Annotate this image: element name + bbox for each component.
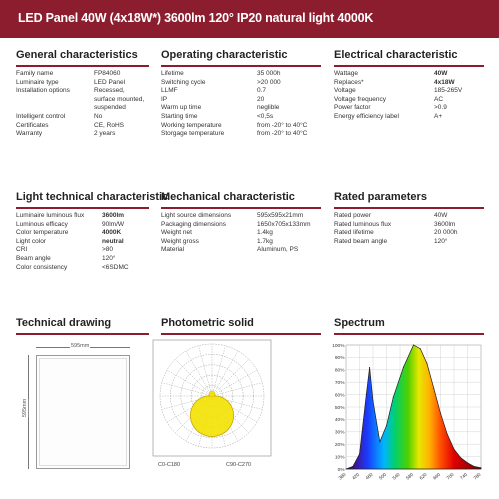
general-underline	[16, 65, 149, 67]
spectrum-underline	[334, 333, 484, 335]
spectrum-xtick: 740	[459, 471, 469, 481]
row-value: CE, RoHS	[94, 121, 124, 129]
photometric-footer-right: C90-C270	[226, 462, 252, 468]
row-value: 1.7kg	[257, 237, 273, 245]
table-row	[334, 104, 462, 113]
table-row	[334, 87, 462, 96]
spectrum-point	[460, 457, 461, 458]
mechanical-table	[161, 212, 310, 255]
row-value: 35 000h	[257, 70, 281, 77]
spectrum-point	[373, 400, 374, 401]
row-label: Working temperature	[161, 121, 222, 129]
spectrum-point	[393, 397, 394, 398]
row-label: Wattage	[334, 70, 358, 77]
spectrum-point	[427, 363, 428, 364]
table-row	[161, 113, 307, 122]
photometric-svg	[152, 338, 272, 488]
row-value: suspended	[94, 104, 126, 112]
row-label	[16, 104, 94, 113]
spectrum-xtick: 580	[405, 471, 415, 481]
row-label: Luminous efficacy	[16, 220, 68, 228]
table-row	[161, 212, 310, 221]
general-table	[16, 70, 144, 139]
spectrum-ytick: 10%	[334, 455, 345, 461]
row-value: A+	[434, 112, 443, 120]
row-value: 3600lm	[102, 212, 125, 219]
table-row	[161, 122, 307, 131]
table-row	[16, 87, 144, 96]
row-value: from -20° to 40°C	[257, 130, 308, 138]
rated-table	[334, 212, 458, 246]
width-dimension-label: 595mm	[71, 343, 90, 349]
header-bar	[0, 0, 499, 38]
row-label: Beam angle	[16, 254, 51, 262]
row-value: 120°	[434, 237, 448, 245]
spectrum-xtick: 620	[418, 471, 428, 481]
row-label: Storgage temperature	[161, 130, 225, 138]
row-label: Luminaire type	[16, 78, 59, 86]
row-value: >80	[102, 246, 114, 254]
table-row	[334, 238, 458, 247]
table-row	[161, 96, 307, 105]
technical-drawing-title: Technical drawing	[16, 317, 112, 329]
row-value: neglible	[257, 104, 280, 112]
row-label	[16, 96, 94, 105]
row-value: from -20° to 40°C	[257, 121, 308, 129]
table-row	[161, 104, 307, 113]
operating-table	[161, 70, 307, 139]
row-value: 595x595x21mm	[257, 212, 304, 219]
table-row	[16, 96, 144, 105]
row-value: 4x18W	[434, 78, 455, 86]
spectrum-xtick: 700	[445, 471, 455, 481]
row-label: Rated luminous flux	[334, 220, 392, 228]
mechanical-title: Mechanical characteristic	[161, 191, 295, 203]
row-value: 20	[257, 95, 265, 103]
row-label: Luminaire luminous flux	[16, 212, 85, 219]
table-row	[16, 113, 144, 122]
photometric-center	[209, 391, 215, 397]
table-row	[161, 130, 307, 139]
mechanical-underline	[161, 207, 321, 209]
light-table	[16, 212, 129, 272]
spectrum-point	[447, 434, 448, 435]
spectrum-svg	[330, 340, 485, 490]
panel-inner-frame	[39, 358, 127, 466]
row-label: Weight net	[161, 229, 192, 237]
table-row	[161, 221, 310, 230]
spectrum-point	[481, 467, 482, 468]
spectrum-point	[467, 462, 468, 463]
spectrum-point	[366, 394, 367, 395]
row-value: 2 years	[94, 130, 116, 138]
row-label: Voltage frequency	[334, 95, 387, 103]
spectrum-title: Spectrum	[334, 317, 385, 329]
table-row	[334, 70, 462, 79]
row-label: Rated beam angle	[334, 237, 388, 245]
spectrum-ytick: 30%	[334, 430, 345, 436]
spectrum-xtick: 420	[351, 471, 361, 481]
row-label: Color temperature	[16, 229, 69, 237]
row-label: Power factor	[334, 104, 371, 112]
row-label: LLMF	[161, 87, 178, 95]
table-row	[16, 229, 129, 238]
spectrum-ytick: 70%	[334, 381, 345, 386]
row-label: Switching cycle	[161, 78, 206, 86]
spectrum-xtick: 780	[472, 471, 482, 481]
table-row	[161, 79, 307, 88]
row-label: Voltage	[334, 87, 356, 95]
technical-drawing	[22, 343, 134, 471]
row-label: CRI	[16, 246, 28, 254]
row-label: Lifetime	[161, 70, 184, 77]
spectrum-point	[433, 388, 434, 389]
row-value: 1.4kg	[257, 229, 273, 237]
table-row	[161, 87, 307, 96]
table-row	[16, 264, 129, 273]
row-value: 20 000h	[434, 229, 458, 237]
spectrum-xtick: 540	[391, 471, 401, 481]
table-row	[16, 130, 144, 139]
row-label: Rated power	[334, 212, 371, 219]
rated-title: Rated parameters	[334, 191, 427, 203]
technical-drawing-underline	[16, 333, 149, 335]
row-value: 3600lm	[434, 220, 456, 228]
operating-underline	[161, 65, 321, 67]
spectrum-point	[420, 348, 421, 349]
table-row	[16, 246, 129, 255]
row-value: AC	[434, 95, 444, 103]
electrical-underline	[334, 65, 484, 67]
spectrum-xtick: 460	[364, 471, 374, 481]
page-title: LED Panel 40W (4x18W*) 3600lm 120° IP20 natural light 4000K	[18, 11, 374, 25]
photometric-lobe	[190, 396, 233, 437]
spectrum-point	[413, 345, 414, 346]
photometric-underline	[161, 333, 321, 335]
row-label: Light color	[16, 237, 46, 245]
general-title: General characteristics	[16, 49, 138, 61]
row-value: Recessed,	[94, 87, 125, 95]
row-label: Warranty	[16, 130, 43, 138]
spectrum-point	[369, 367, 370, 368]
spectrum-chart	[330, 340, 485, 490]
row-label: Light source dimensions	[161, 212, 232, 219]
row-label: Material	[161, 246, 185, 254]
spectrum-xtick: 500	[378, 471, 388, 481]
row-value: surface mounted,	[94, 95, 145, 103]
panel-outline	[36, 355, 130, 469]
row-value: <0,5s	[257, 112, 274, 120]
table-row	[161, 70, 307, 79]
row-label: Family name	[16, 70, 54, 77]
row-value: LED Panel	[94, 78, 126, 86]
table-row	[16, 104, 144, 113]
spectrum-point	[346, 469, 347, 470]
table-row	[16, 122, 144, 131]
electrical-table	[334, 70, 462, 122]
electrical-title: Electrical characteristic	[334, 49, 458, 61]
row-value: 40W	[434, 212, 448, 219]
table-row	[161, 229, 310, 238]
row-value: 185-265V	[434, 87, 463, 95]
spectrum-xtick: 660	[432, 471, 442, 481]
light-title: Light technical characteristic	[16, 191, 169, 203]
table-row	[334, 113, 462, 122]
row-value: >20 000	[257, 78, 281, 86]
row-value: 120°	[102, 254, 116, 262]
spectrum-ytick: 60%	[334, 393, 345, 399]
row-label: Weight gross	[161, 237, 199, 245]
table-row	[334, 229, 458, 238]
spectrum-xtick: 380	[337, 471, 347, 481]
spectrum-point	[386, 425, 387, 426]
spectrum-point	[379, 441, 380, 442]
row-value: No	[94, 112, 103, 120]
row-value: <6SDMC	[102, 263, 129, 271]
row-label: Intelligent control	[16, 112, 66, 120]
spectrum-ytick: 100%	[332, 343, 345, 349]
table-row	[16, 212, 129, 221]
spectrum-point	[440, 413, 441, 414]
spectrum-ytick: 50%	[334, 405, 345, 411]
spectrum-point	[403, 367, 404, 368]
row-label: Energy efficiency label	[334, 112, 399, 120]
spectrum-point	[474, 466, 475, 467]
row-value: Aluminum, PS	[257, 246, 299, 254]
spectrum-ytick: 0%	[337, 467, 345, 473]
row-label: Certificates	[16, 121, 49, 129]
table-row	[16, 70, 144, 79]
row-label: Replaces*	[334, 78, 364, 86]
table-row	[334, 221, 458, 230]
table-row	[334, 96, 462, 105]
row-value: 40W	[434, 70, 448, 77]
spectrum-ytick: 90%	[334, 356, 345, 362]
row-value: 0.7	[257, 87, 267, 95]
light-underline	[16, 207, 149, 209]
photometric-title: Photometric solid	[161, 317, 254, 329]
table-row	[334, 212, 458, 221]
table-row	[16, 221, 129, 230]
row-label: Rated lifetime	[334, 229, 374, 237]
row-label: Warm up time	[161, 104, 202, 112]
table-row	[16, 238, 129, 247]
spectrum-point	[359, 454, 360, 455]
photometric-footer-left: C0-C180	[158, 462, 181, 468]
table-row	[334, 79, 462, 88]
spectrum-point	[454, 449, 455, 450]
operating-title: Operating characteristic	[161, 49, 288, 61]
spectrum-point	[352, 466, 353, 467]
row-label: Color consistency	[16, 263, 68, 271]
row-label: Starting time	[161, 112, 198, 120]
spectrum-ytick: 20%	[334, 443, 345, 448]
rated-underline	[334, 207, 484, 209]
row-value: 90lm/W	[102, 220, 125, 228]
row-value: neutral	[102, 237, 124, 245]
row-value: FP84060	[94, 70, 121, 77]
spectrum-ytick: 80%	[334, 368, 345, 374]
table-row	[161, 238, 310, 247]
table-row	[161, 246, 310, 255]
row-value: 1650x705x133mm	[257, 220, 311, 228]
row-value: 4000K	[102, 229, 122, 237]
row-label: IP	[161, 95, 168, 103]
spectrum-ytick: 40%	[334, 418, 345, 424]
row-label: Packaging dimensions	[161, 220, 227, 228]
table-row	[16, 255, 129, 264]
row-value: >0.9	[434, 104, 447, 112]
photometric-diagram	[152, 338, 272, 488]
height-dimension-label: 595mm	[22, 398, 29, 418]
row-label: Installation options	[16, 87, 70, 95]
table-row	[16, 79, 144, 88]
